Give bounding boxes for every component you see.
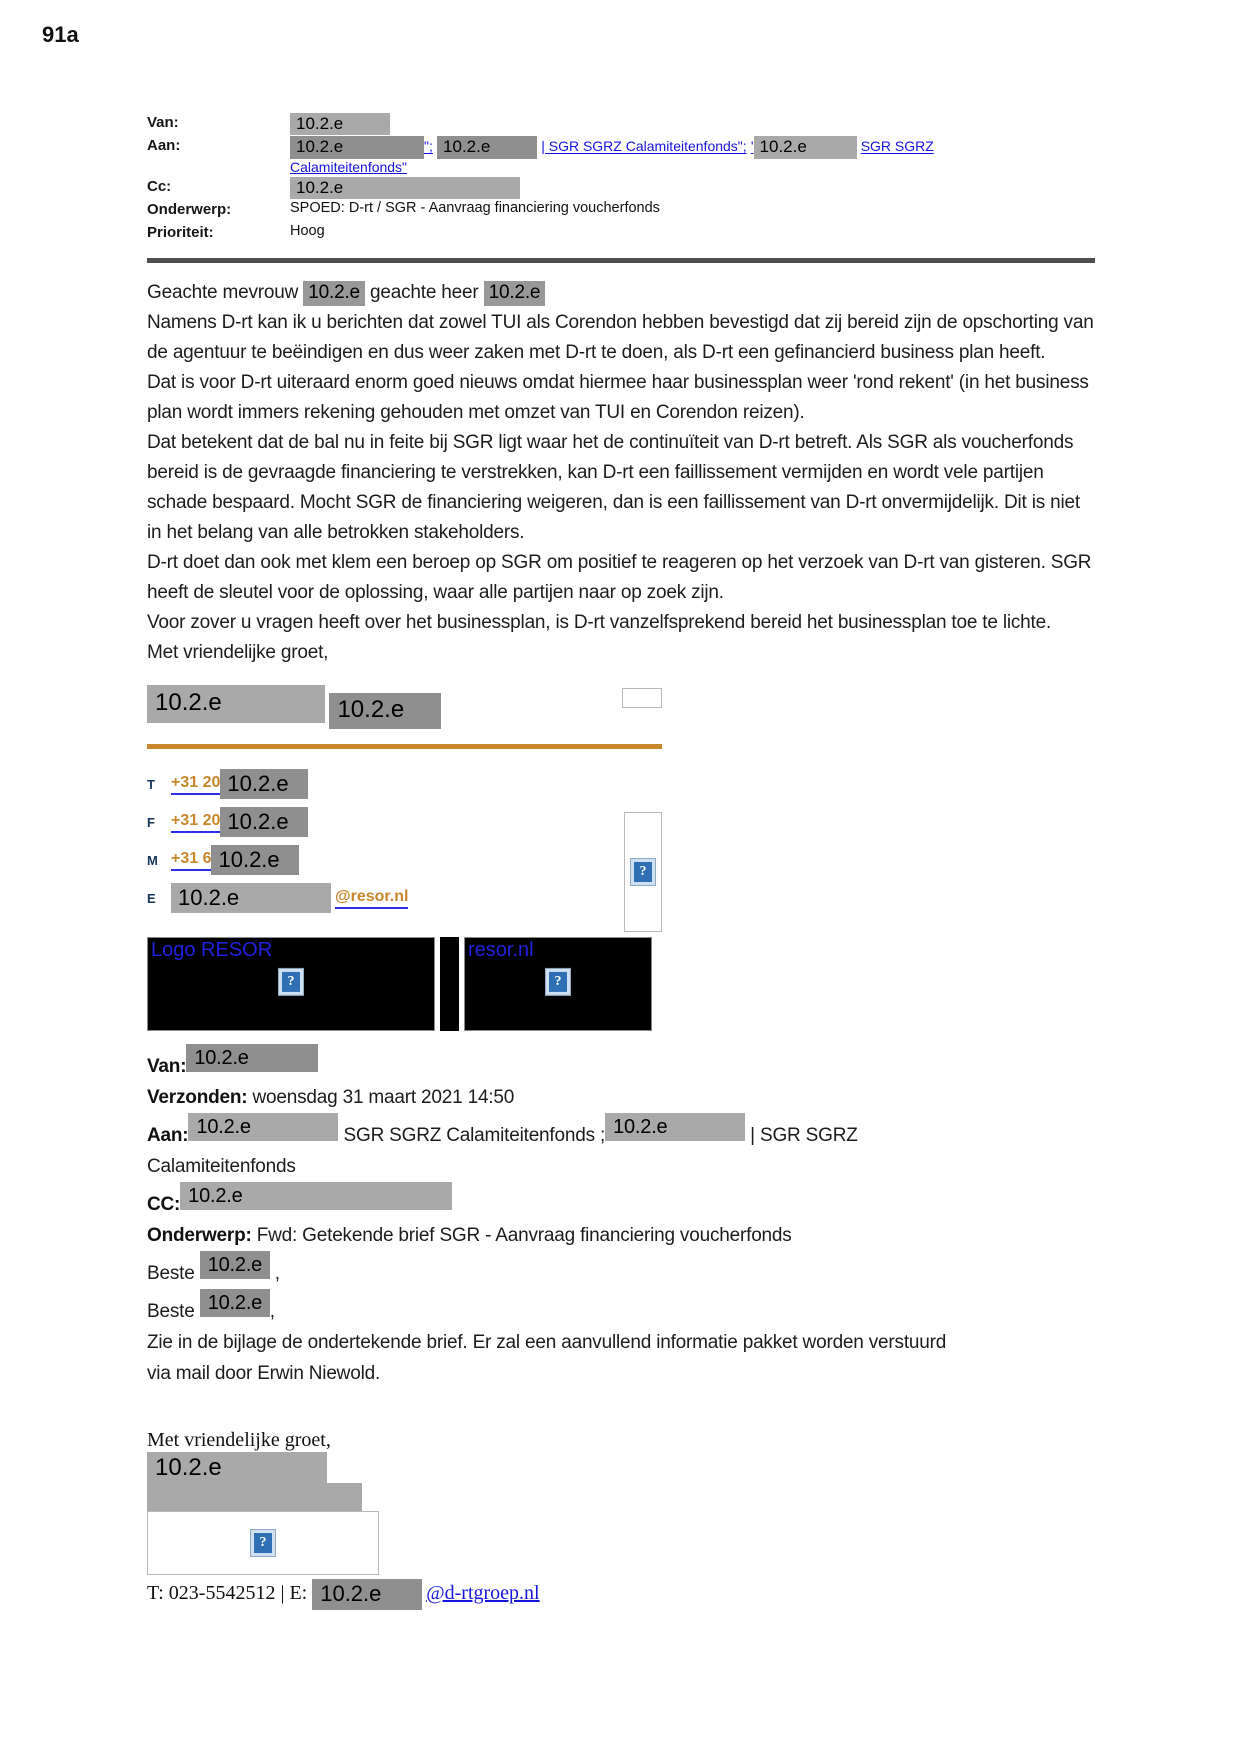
broken-image-icon: ? [546, 969, 570, 995]
logo-image-resor [147, 937, 435, 1031]
header-row-onderwerp [147, 199, 1097, 222]
phone-link-t[interactable]: +31 20 [171, 774, 220, 795]
redaction-box: 10.2.e [437, 136, 537, 158]
verzonden-label: Verzonden: [147, 1087, 248, 1109]
redaction-box: 10.2.e [303, 281, 365, 306]
logo-image-strip [440, 937, 459, 1031]
redaction-box: 10.2.e [180, 1182, 452, 1210]
phone-row-t [147, 765, 662, 803]
contact-rows [147, 765, 662, 917]
redaction-box: 10.2.e [186, 1044, 318, 1072]
body-paragraphs [147, 308, 1097, 638]
redaction-box: 10.2.e [312, 1579, 422, 1609]
redaction-box: 10.2.e [220, 807, 308, 837]
contact-prefix: T: 023-5542512 | E: [147, 1581, 308, 1604]
aan-line-2 [290, 159, 1097, 176]
email2-row-onderwerp [147, 1220, 1097, 1251]
header-row-van [147, 112, 1097, 135]
recipient-link-sgr-sgrz[interactable]: SGR SGRZ [860, 138, 934, 155]
van-label: Van: [147, 114, 179, 131]
phone-row-m [147, 841, 662, 879]
recipient-link-sgr-calamiteitenfonds[interactable]: | SGR SGRZ Calamiteitenfonds"; [541, 138, 747, 155]
body-paragraph: Voor zover u vragen heeft over het businessplan, is D-rt vanzelfsprekend bereid het businessplan toe te lichte. [147, 612, 1052, 634]
phone-label-t: T [147, 776, 155, 792]
redaction-box: 10.2.e [200, 1251, 270, 1279]
email-row-e [147, 879, 662, 917]
header-divider [147, 258, 1095, 263]
aan-separator: ' [750, 138, 754, 155]
phone-label-f: F [147, 814, 155, 830]
email-label-e: E [147, 890, 156, 906]
salutation-line [147, 1289, 1097, 1327]
redaction-box: 10.2.e [754, 136, 857, 158]
body-paragraph: Dat is voor D-rt uiteraard enorm goed nieuws omdat hiermee haar businessplan weer 'rond rekent' (in het business plan wordt immers rekening gehouden met omzet van TUI en Corendon reizen). [147, 372, 1089, 424]
salutation-text: Beste [147, 1263, 195, 1285]
redaction-box: 10.2.e [171, 883, 331, 913]
recipient-text: SGR SGRZ Calamiteitenfonds ; [343, 1125, 606, 1147]
closing-line: Met vriendelijke groet, [147, 1429, 331, 1452]
body-paragraph: Dat betekent dat de bal nu in feite bij SGR ligt waar het de continuïteit van D-rt betreft. Als SGR als voucherfonds bereid is de gevraagde financiering te verstrekken, kan D-rt een faillissement vermijden en wordt vele partijen schade bespaard. Mocht SGR de financiering weigeren, dan is een faillissement van D-rt onvermijdelijk. Dit is niet in het belang van alle betrokken stakeholders. [147, 432, 1080, 544]
phone-row-f [147, 803, 662, 841]
image-placeholder [624, 812, 662, 932]
redaction-box: 10.2.e [220, 769, 308, 799]
email1-logo-images [147, 937, 662, 1031]
recipient-link-calamiteitenfonds[interactable]: Calamiteitenfonds" [290, 158, 408, 175]
email-link-d-rtgroep[interactable]: @d-rtgroep.nl [426, 1581, 540, 1604]
document-number: 91a [42, 22, 79, 47]
cc-label: Cc: [147, 177, 172, 195]
aan-label: Aan: [147, 137, 181, 155]
broken-image-icon: ? [279, 969, 303, 995]
redaction-box: 10.2.e [290, 136, 424, 158]
redaction-box: 10.2.e [211, 845, 299, 875]
email2-signature [147, 1429, 1097, 1609]
broken-image-icon: ? [631, 859, 655, 885]
greeting-text: Geachte mevrouw [147, 282, 299, 304]
phone-link-m[interactable]: +31 6 [171, 850, 211, 871]
logo-alt-text: resor.nl [468, 939, 534, 962]
redaction-box [147, 1483, 362, 1511]
redaction-box: 10.2.e [147, 685, 325, 723]
salutation-text: Beste [147, 1301, 195, 1323]
email2-row-van [147, 1044, 1097, 1082]
onderwerp-label: Onderwerp: [147, 201, 232, 219]
contact-line [147, 1579, 1097, 1609]
email2-section [147, 1044, 1097, 1389]
email2-row-verzonden [147, 1082, 1097, 1113]
salutation-line [147, 1251, 1097, 1289]
broken-image-icon: ? [251, 1530, 275, 1556]
priority-value: Hoog [290, 223, 325, 240]
logo-alt-text: Logo RESOR [151, 939, 273, 962]
email1-header [147, 112, 1097, 245]
email2-row-aan [147, 1113, 1097, 1151]
van-label: Van: [147, 1056, 187, 1078]
image-placeholder [147, 1511, 379, 1575]
redaction-box: 10.2.e [290, 113, 390, 135]
subject-value: Fwd: Getekende brief SGR - Aanvraag financiering voucherfonds [256, 1225, 792, 1247]
image-placeholder [622, 688, 662, 708]
email2-row-cc [147, 1182, 1097, 1220]
header-row-prioriteit [147, 222, 1097, 245]
aan-label: Aan: [147, 1125, 189, 1147]
prioriteit-label: Prioriteit: [147, 224, 214, 242]
signature-divider [147, 744, 662, 749]
header-row-aan [147, 135, 1097, 175]
body-paragraph: D-rt doet dan ook met klem een beroep op SGR om positief te reageren op het verzoek van D-rt van gisteren. SGR heeft de sleutel voor de oplossing, waar alle partijen naar op zoek zijn. [147, 552, 1092, 604]
sent-date-value: woensdag 31 maart 2021 14:50 [252, 1087, 515, 1109]
redaction-box: 10.2.e [290, 177, 520, 199]
redaction-box: 10.2.e [605, 1113, 745, 1141]
greeting-text: geachte heer [370, 282, 479, 304]
email-link-resor[interactable]: @resor.nl [335, 888, 408, 909]
subject-value: SPOED: D-rt / SGR - Aanvraag financiering voucherfonds [290, 200, 660, 217]
email1-signature [147, 679, 662, 917]
aan-separator: "; [424, 138, 433, 155]
redaction-box: 10.2.e [147, 1452, 327, 1483]
salutation-suffix: , [269, 1301, 275, 1323]
redaction-box: 10.2.e [188, 1113, 338, 1141]
closing-line: Met vriendelijke groet, [147, 642, 329, 664]
header-row-cc [147, 176, 1097, 199]
body-paragraph: Namens D-rt kan ik u berichten dat zowel TUI als Corendon hebben bevestigd dat zij bereid zijn de opschorting van de agentuur te beëindigen en dus weer zaken met D-rt te doen, als D-rt een gefinancierd business plan heeft. [147, 312, 1094, 364]
redaction-box: 10.2.e [484, 281, 546, 306]
recipient-text: | SGR SGRZ [750, 1125, 858, 1147]
email1-body [147, 278, 1097, 668]
phone-label-m: M [147, 852, 158, 868]
cc-label: CC: [147, 1194, 181, 1216]
email2-row-aan-wrap: Calamiteitenfonds [147, 1156, 296, 1178]
greeting-line [147, 278, 1097, 308]
redaction-box: 10.2.e [200, 1289, 270, 1317]
salutation-suffix: , [269, 1263, 280, 1285]
logo-image-resor-nl [464, 937, 652, 1031]
onderwerp-label: Onderwerp: [147, 1225, 252, 1247]
redaction-box: 10.2.e [329, 693, 441, 729]
email2-body-text: Zie in de bijlage de ondertekende brief. Er zal een aanvullend informatie pakket worden verstuurd via mail door Erwin Niewold. [147, 1332, 947, 1385]
phone-link-f[interactable]: +31 20 [171, 812, 220, 833]
document-content [147, 112, 1097, 1610]
aan-line-1 [290, 136, 1097, 158]
